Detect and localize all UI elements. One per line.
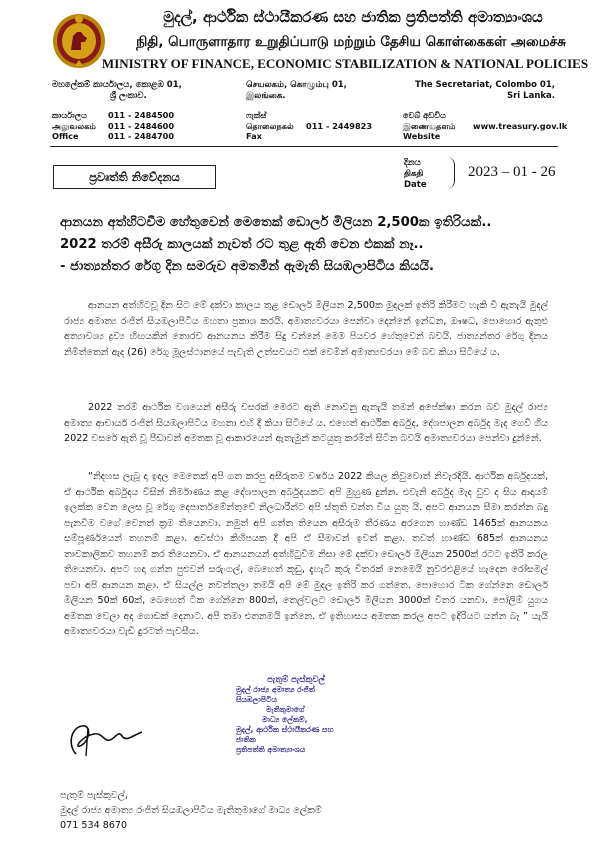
fax-labels — [246, 110, 294, 142]
office-number-3: 011 - 2484700 — [108, 131, 175, 141]
date-labels — [404, 158, 427, 191]
signoff-name: පැතුම් පැස්කුවල්, — [60, 790, 129, 801]
web-label-ta: இணையதளம் — [403, 120, 456, 131]
stamp-line-2: මැතිතුමාගේ — [266, 705, 305, 714]
headline — [60, 212, 491, 278]
address-english-line1: The Secretariat, Colombo 01, — [415, 80, 555, 90]
date-label-ta: திகதி — [404, 169, 424, 179]
address-tamil — [246, 80, 347, 102]
stamp-line-3: මාධ්‍ය ලේකම්, — [262, 715, 308, 724]
signoff-phone: 071 534 8670 — [60, 820, 128, 831]
address-tamil-line2: இலங்கை. — [246, 91, 286, 101]
header-divider — [50, 146, 558, 147]
date-value: 2023 – 01 - 26 — [468, 164, 556, 180]
fax-label-en: Fax — [246, 131, 262, 141]
office-number-2: 011 - 2484600 — [108, 120, 175, 131]
fax-label-ta: தொலைநகல் — [246, 120, 294, 131]
web-label-si: වෙබ් අඩවිය — [403, 110, 447, 120]
body-paragraph-3: “නිදහස ලැබූ දා ඉදල මෙතෙක් අපි ගත කරපු අසීරුතම වර්ෂය 2022 කියල කිවුවොත් නිවැරදියි. ආර්ථික අර්බුදයක්, ඒ ආර්ථික අර්බුදය විසින් නිර්මාණය කළ දේශපාලන අර්බුදයකට අපි මුහුණ දුන්න. එවැනි අර්බුද මැද වුව ද සිය ආදායම් ඉලක්ක වෙන ලෙස වූ රේගු දෙපාර්තමේන්තුවේ නිලධාරීන්ට අපි ස්තූති වන්ත විය යුතු යි. අපට ආනයන සීමා කරන්න බදු පැනවීම වගේ වෙනත් ක්‍රම තියෙනවා. නමුත් අපි ගත්ත තියෙන අසීරුම තීරණය අරගෙන හාණ්ඩ 1465ක් ආනයනය සම්පූර්ණයෙන් තහනම් කළා. අවස්ථා කිහිපයක දී අපි ඒ සීමාවන් ඉවත් කළා. තවත් හාණ්ඩ 685ක් ආනයනය තාවකාලිකව තහනම් කර තියෙනවා. ඒ ආනයනයන් අත්හිටුවීම නිසා මේ දක්වා ඩොලර් මිලියන 2500ක් රටට ඉතිරි කරල තියෙනවා. අපට හදා ගන්න පුළුවන් සරුංගල්, බෙහෙත් කූඩු, දැහැටි කූරු විතරක් නෙමෙයි නුවරඑළියේ හැදෙන රෝසමල් පවා අපි ආනයන කළා. ඒ සියල්ල නවත්තලා තමයි අපි මේ මුදල ඉතිරි කර ගත්තෙ. පොහොර ටික ගේන්නෙ ඩොලර් මිලියන 50ක් 60ක්, බෙහෙත් ටික ගේන්නෙ 800ක්, තෙල්වලට ඩොලර් මිලියන 3000ක් විතර යනවා. පෝලිම් යුගය අමතක වෙලා අද ගොඩක් දෙනාට. අපි තමා එතනමයි ඉන්නෙ. ඒ ඉතිහාසය අමතක කරල අපට ඉදිරියට යන්න බෑ ” යැයි අමාත්‍යවරයා වැඩි දුරටත් පැවසීය. — [64, 471, 548, 637]
web-label-en: Website — [403, 131, 441, 141]
date-label-en: Date — [404, 180, 427, 190]
office-label-si: කාර්යාලය — [52, 110, 88, 120]
ministry-name-tamil: நிதி, பொருளாதார உறுதிப்பாடு மற்றும் தேசிய கொள்கைகள் அமைச்சு — [136, 34, 566, 50]
body-paragraph-1: ආනයන අත්හිටවූ දින සිට මේ දක්වා කාලය තුළ ඩොලර් මිලියන 2,500ක මුදලක් ඉතිරි කිරීමට හැකි වී ඇතැයි මුදල් රාජ්‍ය අමාත්‍ය රංජිත් සියඹලාපිටිය මහතා ප්‍රකාශ කරයි. අමාත්‍යවරයා පෙන්වා දෙන්නේ ඉන්ධන, ඖෂධ, පොහොර ඇතුළු අත්‍යාවශ්‍ය ද්‍රව්‍ය හිඟයකින් තොරව ආනයනය කිරීම සිදු වන්නේ මෙම පියවර හේතුවෙන් බවයි. ජාත්‍යන්තර රේගු දිනය නිමිත්තෙන් ඇද (26) රේගු මූලස්ථානයේ පැවැති උත්සවයට එක් වෙමින් අමාත්‍යවරයා මේ බව කියා සිටියේ ය. — [64, 300, 548, 358]
body-paragraph-2: 2022 තරම් ආර්ථික වශයෙන් අසීරු වසරක් මෙරට ඇති නොවනු ඇතැයි තමන් අපේක්ෂා කරන බව මුදල් රාජ්‍ය අමාත්‍ය ආචාර්ය රංජිත් සියඹලාපිටිය මහතා එහි දී කියා සිටියේ ය. එහෙත් ආර්ථික අර්බුද, දේශපාලන අර්බුද මැද ගෙවී ගිය 2022 වසරේ ඇති වූ පීඩාවන් අමතක වූ ආකාරයෙන් ඇතැමුන් කටයුතු කරමින් සිටින බවයි අමාත්‍යවරයා පෙන්වා දුන්නේ. — [64, 402, 548, 444]
address-sinhala-line1: මහලේකම් කාර්යාලය, කොළඹ 01, — [52, 80, 182, 90]
address-english-line2: Sri Lanka. — [506, 91, 555, 101]
office-labels — [52, 110, 96, 142]
website-url[interactable]: www.treasury.gov.lk — [473, 121, 568, 131]
official-stamp — [236, 675, 356, 755]
office-numbers — [108, 110, 174, 142]
office-number-1: 011 - 2484500 — [108, 110, 175, 120]
website-labels — [403, 110, 455, 142]
date-label-si: දිනය — [404, 158, 421, 168]
address-sinhala — [52, 80, 182, 102]
date-brace — [446, 157, 455, 189]
fax-label-si: ෆැක්ස් — [246, 110, 267, 120]
ministry-name-english: MINISTRY OF FINANCE, ECONOMIC STABILIZATION & NATIONAL POLICIES — [101, 56, 589, 71]
press-release-label: ප්‍රවෘත්ති නිවේදනය — [53, 165, 216, 189]
headline-line-1: ආනයන අත්හිටවීම හේතුවෙන් මෙතෙක් ඩොලර් මිලියන 2,500ක ඉතිරියක්.. — [60, 215, 492, 230]
handwritten-signature — [62, 706, 152, 766]
stamp-line-5: ප්‍රතිපත්ති අමාත්‍යාංශය — [236, 745, 306, 754]
address-tamil-line1: செயலகம், கொழும்பு 01, — [246, 80, 347, 90]
stamp-name: පැතුම් පැස්කුවල් — [267, 675, 325, 685]
fax-number: 011 - 2449823 — [306, 121, 373, 131]
headline-line-3: - ජාත්‍යන්තර රේගු දින සමරුව අමතමින් ඇමැති සියඹලාපිටිය කියයි. — [60, 259, 435, 274]
ministry-name-sinhala: මුදල්, ආර්ථික ස්ථායීකරණ සහ ජාතික ප්‍රතිපත්ති අමාත්‍යාංශය — [163, 8, 543, 26]
signoff-title: මුදල් රාජ්‍ය අමාත්‍ය රංජිත් සියඹලාපිටිය මැතිතුමාගේ මාධ්‍ය ලේකම් — [60, 805, 322, 816]
stamp-line-1: මුදල් රාජ්‍ය අමාත්‍ය රංජිත් සියඹලාපිටිය — [236, 685, 315, 704]
office-label-en: Office — [52, 131, 79, 141]
address-sinhala-line2: ශ්‍රී ලංකාව. — [110, 91, 147, 101]
address-english — [403, 80, 555, 102]
signoff-block — [60, 788, 322, 833]
office-label-ta: அலுவலகம் — [52, 120, 96, 131]
headline-line-2: 2022 තරම් අසීරු කාලයක් නැවත් රට තුළ ඇති වෙන එකක් නෑ.. — [60, 237, 424, 252]
stamp-line-4: මුදල්, ආර්ථික ස්ථායීකරණ සහ ජාතික — [236, 725, 334, 744]
